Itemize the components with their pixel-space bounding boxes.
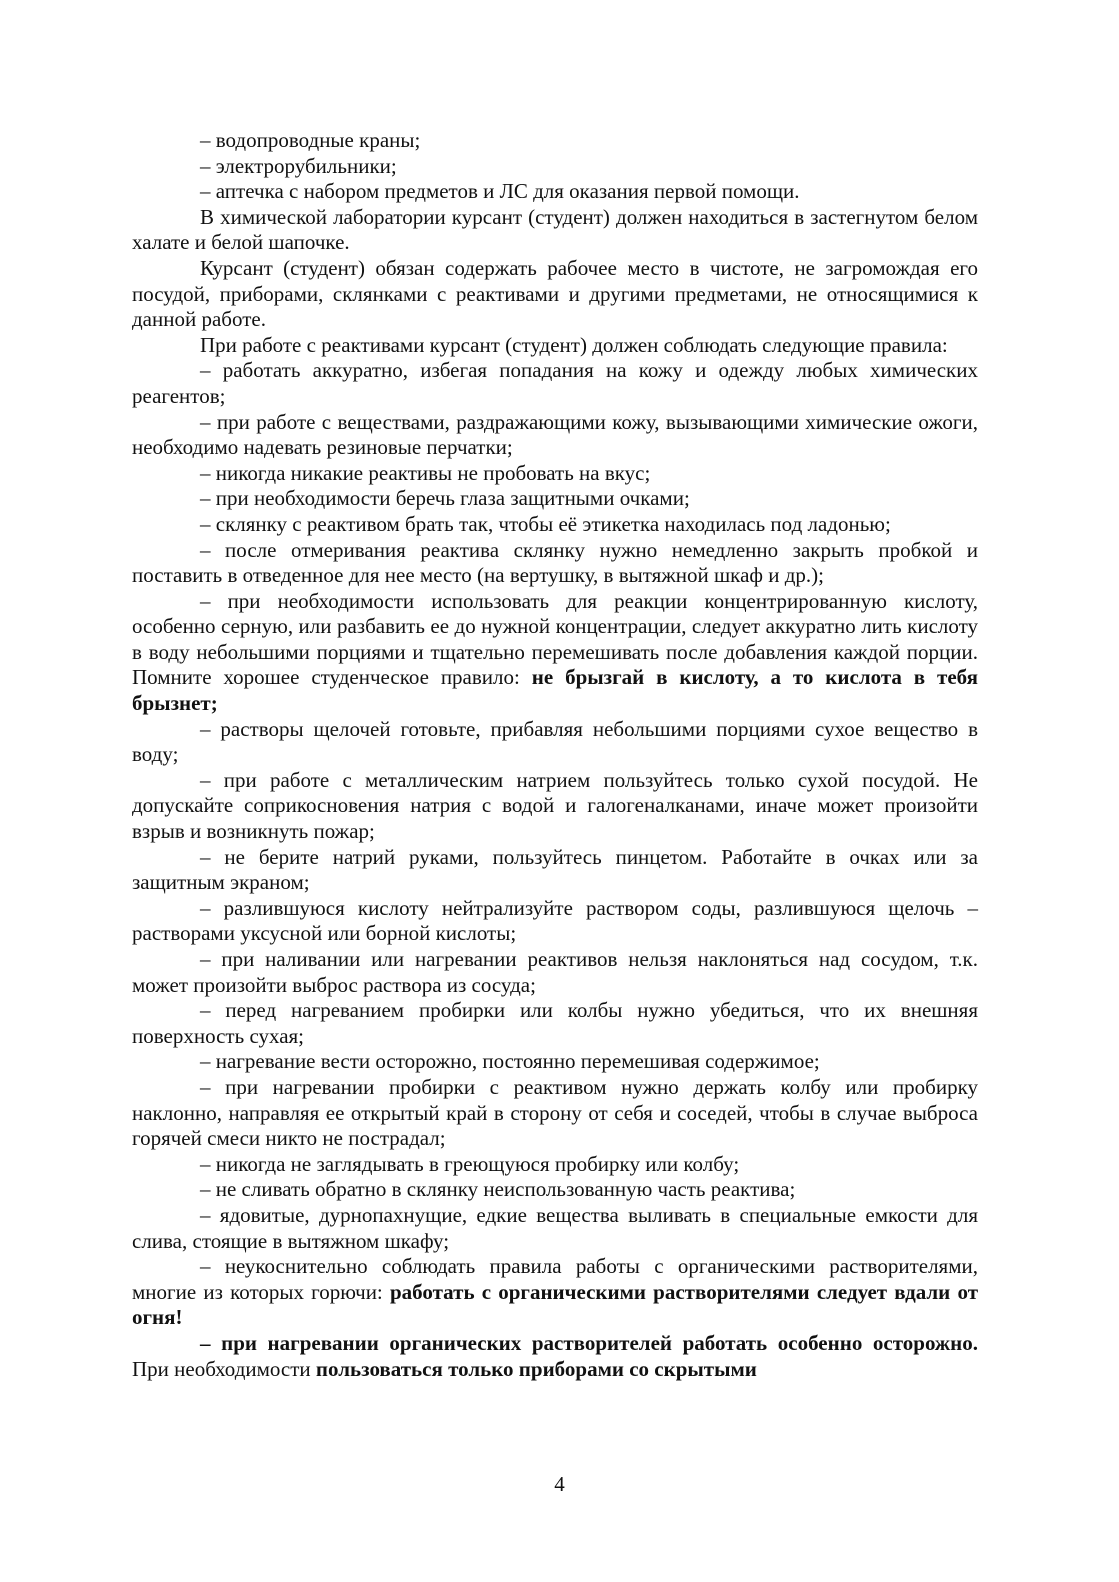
list-item-text: – при необходимости использовать для реакции концентрированную кислоту, особенно серную, или разбавить ее до нужной концентрации, следует аккуратно лить кислоту в воду небольшими порциями и тщательно перемешивать после добавления каждой порции. Помните хорошее студенческое правило:	[132, 588, 978, 690]
list-item: – склянку с реактивом брать так, чтобы её этикетка находилась под ладонью;	[200, 511, 891, 536]
list-item: – не сливать обратно в склянку неиспользованную часть реактива;	[200, 1177, 796, 1202]
list-item: – не берите натрий руками, пользуйтесь пинцетом. Работайте в очках или за защитным экраном;	[132, 844, 978, 895]
paragraph: Курсант (студент) обязан содержать рабочее место в чистоте, не загромождая его посудой, приборами, склянками с реактивами и другими предметами, не относящимися к данной работе.	[132, 255, 978, 332]
paragraph: В химической лаборатории курсант (студент) должен находиться в застегнутом белом халате и белой шапочке.	[132, 204, 978, 255]
bold-rule: работать с органическими растворителями следует вдали от огня!	[132, 1279, 979, 1330]
list-item: – никогда не заглядывать в греющуюся пробирку или колбу;	[200, 1151, 740, 1176]
list-item: – нагревание вести осторожно, постоянно перемешивая содержимое;	[200, 1049, 820, 1074]
paragraph: При работе с реактивами курсант (студент) должен соблюдать следующие правила:	[200, 332, 948, 357]
page-number: 4	[554, 1472, 565, 1496]
list-item: – разлившуюся кислоту нейтрализуйте раствором соды, разлившуюся щелочь – растворами уксусной или борной кислоты;	[132, 895, 978, 946]
list-item: – растворы щелочей готовьте, прибавляя небольшими порциями сухое вещество в воду;	[132, 716, 978, 767]
list-item: – при работе с веществами, раздражающими кожу, вызывающими химические ожоги, необходимо надевать резиновые перчатки;	[132, 409, 978, 460]
list-item: – после отмеривания реактива склянку нужно немедленно закрыть пробкой и поставить в отведенное для нее место (на вертушку, в вытяжной шкаф и др.);	[132, 537, 978, 588]
list-item	[132, 589, 978, 717]
list-item-text: При необходимости	[132, 1356, 316, 1381]
list-item	[132, 1331, 978, 1382]
list-item-text: – неукоснительно соблюдать правила работы с органическими растворителями, многие из которых горючи:	[132, 1254, 978, 1304]
list-item: – аптечка с набором предметов и ЛС для оказания первой помощи.	[200, 179, 800, 204]
list-item: – при наливании или нагревании реактивов нельзя наклоняться над сосудом, т.к. может произойти выброс раствора из сосуда;	[132, 947, 978, 997]
page-body	[132, 128, 978, 1382]
list-item: – перед нагреванием пробирки или колбы нужно убедиться, что их внешняя поверхность сухая;	[132, 998, 978, 1048]
list-item: – при необходимости беречь глаза защитными очками;	[200, 486, 690, 511]
list-item: – при нагревании пробирки с реактивом нужно держать колбу или пробирку наклонно, направляя ее открытый край в сторону от себя и соседей, чтобы в случае выброса горячей смеси никто не пострадал;	[132, 1074, 978, 1151]
bold-rule: не брызгай в кислоту, а то кислота в тебя брызнет;	[132, 665, 979, 716]
list-item: – никогда никакие реактивы не пробовать на вкус;	[200, 460, 651, 485]
list-item: – работать аккуратно, избегая попадания на кожу и одежду любых химических реагентов;	[132, 358, 978, 408]
list-item: – водопроводные краны;	[200, 128, 421, 152]
list-item: – ядовитые, дурнопахнущие, едкие вещества выливать в специальные емкости для слива, стоящие в вытяжном шкафу;	[132, 1202, 978, 1253]
list-item: – электрорубильники;	[200, 153, 397, 178]
list-item	[132, 1254, 978, 1331]
bold-rule: – при нагревании органических растворителей работать особенно осторожно.	[200, 1330, 978, 1355]
list-item: – при работе с металлическим натрием пользуйтесь только сухой посудой. Не допускайте соприкосновения натрия с водой и галогеналканами, иначе может произойти взрыв и возникнуть пожар;	[132, 767, 978, 844]
bold-rule: пользоваться только приборами со скрытыми	[315, 1356, 757, 1381]
